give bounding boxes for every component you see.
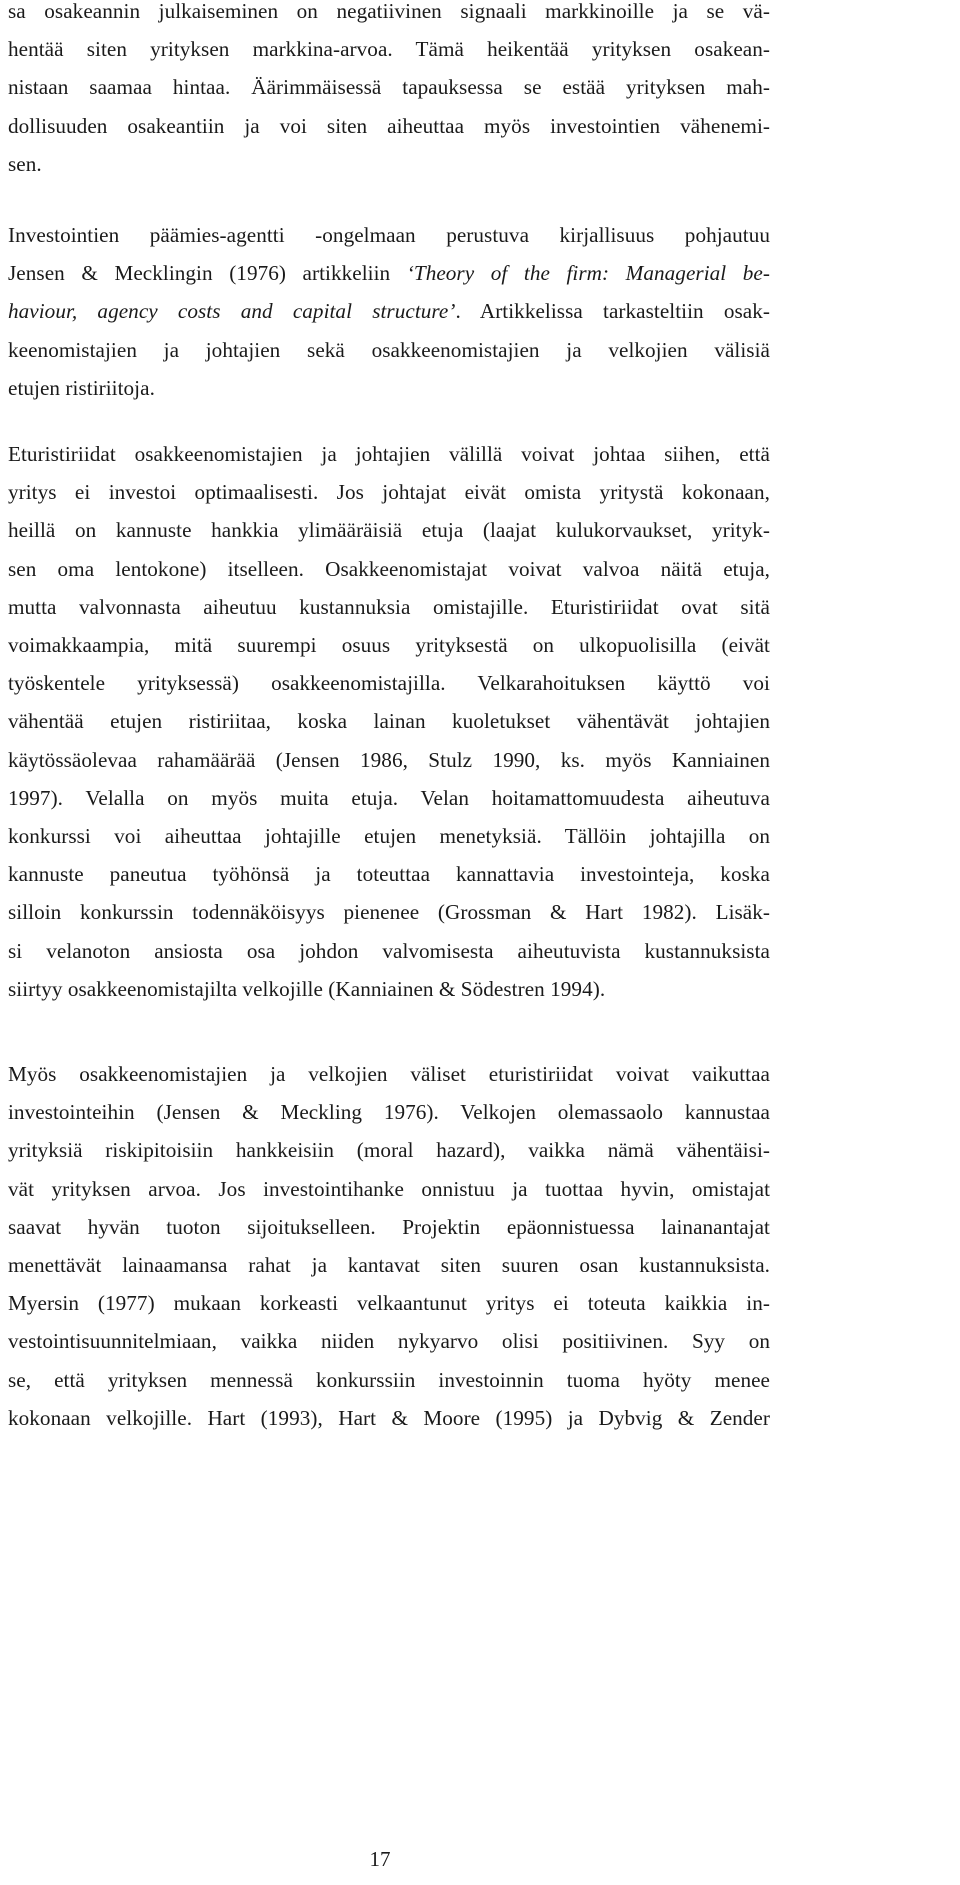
text-line: etujen ristiriitoja. (8, 375, 155, 400)
text-line: dollisuuden osakeantiin ja voi siten aiheuttaa myös investointien vähenemi- (8, 113, 770, 138)
text-run: Jensen & Mecklingin (1976) artikkeliin (8, 261, 407, 286)
text-line: menettävät lainaamansa rahat ja kantavat siten suuren osan kustannuksista. (8, 1253, 770, 1278)
paragraph-2 (8, 216, 960, 407)
text-line (8, 254, 770, 292)
text-line: sa osakeannin julkaiseminen on negatiivinen signaali markkinoille ja se vä- (8, 0, 770, 23)
text-line: konkurssi voi aiheuttaa johtajille etujen menetyksiä. Tällöin johtajilla on (8, 824, 770, 849)
text-line: käytössäolevaa rahamäärää (Jensen 1986, Stulz 1990, ks. myös Kanniainen (8, 747, 770, 772)
text-line: saavat hyvän tuoton sijoitukselleen. Projektin epäonnistuessa lainanantajat (8, 1214, 770, 1239)
text-line: kokonaan velkojille. Hart (1993), Hart & Moore (1995) ja Dybvig & Zender (8, 1405, 770, 1430)
text-line: sen oma lentokone) itselleen. Osakkeenomistajat voivat valvoa näitä etuja, (8, 556, 770, 581)
page-number: 17 (369, 1847, 391, 1871)
text-line: silloin konkurssin todennäköisyys pienenee (Grossman & Hart 1982). Lisäk- (8, 900, 770, 925)
text-line: vät yrityksen arvoa. Jos investointihanke onnistuu ja tuottaa hyvin, omistajat (8, 1176, 770, 1201)
paragraph-4 (8, 1055, 960, 1437)
article-title-italic: haviour, agency costs and capital structure’ (8, 299, 456, 324)
paragraph-3 (8, 435, 960, 1008)
text-line: si velanoton ansiosta osa johdon valvomisesta aiheutuvista kustannuksista (8, 938, 770, 963)
text-line: Myersin (1977) mukaan korkeasti velkaantunut yritys ei toteuta kaikkia in- (8, 1291, 770, 1316)
text-line: heillä on kannuste hankkia ylimääräisiä etuja (laajat kulukorvaukset, yrityk- (8, 518, 770, 543)
text-line: investointeihin (Jensen & Meckling 1976). Velkojen olemassaolo kannustaa (8, 1100, 770, 1125)
text-line: yritys ei investoi optimaalisesti. Jos johtajat eivät omista yritystä kokonaan, (8, 480, 770, 505)
text-line: Myös osakkeenomistajien ja velkojien väliset eturistiriidat voivat vaikuttaa (8, 1062, 770, 1086)
paragraph-1 (8, 0, 960, 183)
text-line: voimakkaampia, mitä suurempi osuus yrityksestä on ulkopuolisilla (eivät (8, 633, 770, 658)
text-line: mutta valvonnasta aiheutuu kustannuksia omistajille. Eturistiriidat ovat sitä (8, 594, 770, 619)
text-line: Investointien päämies-agentti -ongelmaan perustuva kirjallisuus pohjautuu (8, 223, 770, 247)
text-line: työskentele yrityksessä) osakkeenomistajilla. Velkarahoituksen käyttö voi (8, 671, 770, 696)
text-line: keenomistajien ja johtajien sekä osakkeenomistajien ja velkojien välisiä (8, 337, 770, 362)
text-line: kannuste paneutua työhönsä ja toteuttaa kannattavia investointeja, koska (8, 862, 770, 887)
text-line (8, 292, 770, 330)
text-line: nistaan saamaa hintaa. Äärimmäisessä tapauksessa se estää yrityksen mah- (8, 75, 770, 100)
text-line: sen. (8, 151, 42, 176)
text-line: Eturistiriidat osakkeenomistajien ja johtajien välillä voivat johtaa siihen, että (8, 442, 770, 466)
text-line: vestointisuunnitelmiaan, vaikka niiden nykyarvo olisi positiivinen. Syy on (8, 1329, 770, 1354)
text-line: 1997). Velalla on myös muita etuja. Velan hoitamattomuudesta aiheutuva (8, 785, 770, 810)
text-line: siirtyy osakkeenomistajilta velkojille (Kanniainen & Södestren 1994). (8, 976, 606, 1001)
article-title-italic: ‘Theory of the firm: Managerial be- (406, 261, 770, 286)
text-line: yrityksiä riskipitoisiin hankkeisiin (moral hazard), vaikka nämä vähentäisi- (8, 1138, 770, 1163)
text-line: vähentää etujen ristiriitaa, koska lainan kuoletukset vähentävät johtajien (8, 709, 770, 734)
text-run: . Artikkelissa tarkasteltiin osak- (455, 299, 770, 324)
text-line: se, että yrityksen mennessä konkurssiin investoinnin tuoma hyöty menee (8, 1367, 770, 1392)
text-line: hentää siten yrityksen markkina-arvoa. Tämä heikentää yrityksen osakean- (8, 37, 770, 62)
